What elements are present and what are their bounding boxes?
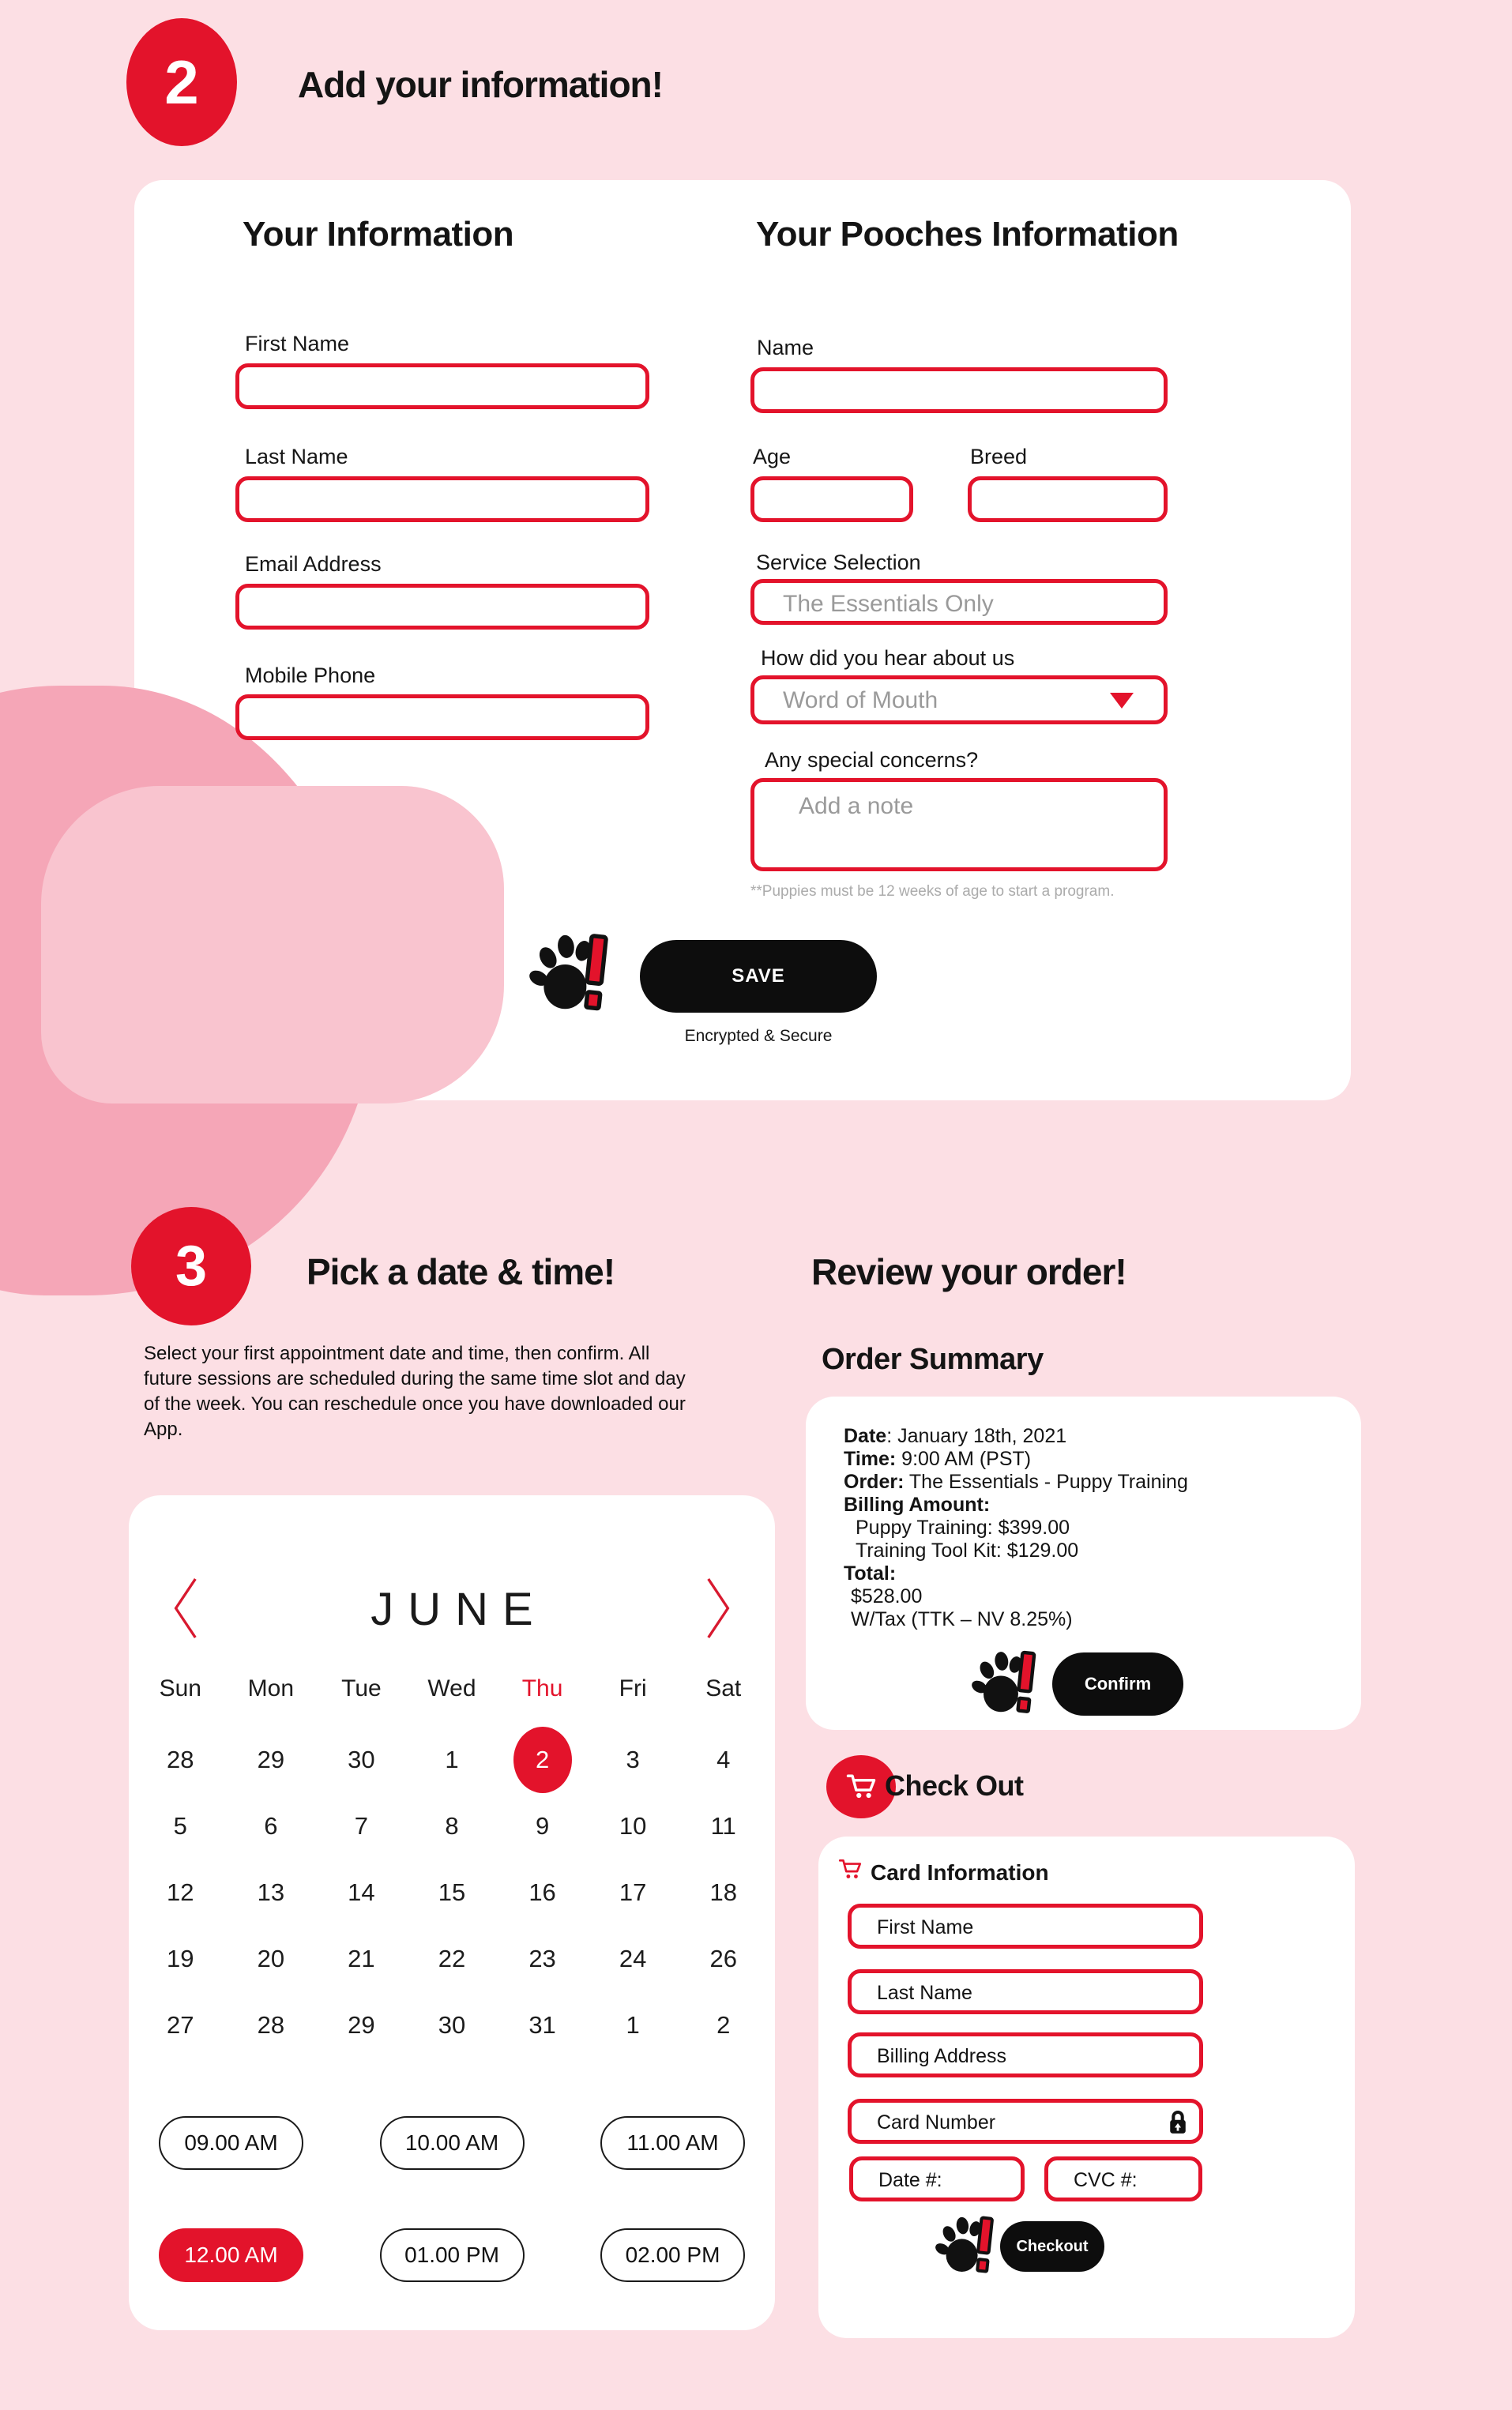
calendar-month-title: JUNE <box>370 1584 547 1635</box>
date-cell[interactable]: 30 <box>348 1746 375 1773</box>
date-cell[interactable]: 23 <box>528 1945 556 1972</box>
lock-icon <box>1168 2109 1188 2136</box>
date-cell[interactable]: 13 <box>257 1878 285 1906</box>
card-first-name-input[interactable] <box>848 1904 1203 1949</box>
special-concerns-label: Any special concerns? <box>765 748 979 772</box>
step-2-number: 2 <box>164 47 199 117</box>
first-name-label: First Name <box>245 332 350 355</box>
puppy-age-note: **Puppies must be 12 weeks of age to start a program. <box>750 883 1115 900</box>
summary-line-total-amount: $528.00 <box>851 1585 923 1607</box>
weekday-thu: Thu <box>521 1675 563 1701</box>
confirm-button-label: Confirm <box>1084 1674 1152 1694</box>
date-cell-selected[interactable]: 2 <box>513 1727 572 1793</box>
card-date-label: Date #: <box>878 2169 942 2191</box>
weekday-tue: Tue <box>341 1675 382 1701</box>
date-cell[interactable]: 3 <box>626 1746 640 1773</box>
date-cell[interactable]: 17 <box>619 1878 647 1906</box>
date-cell[interactable]: 9 <box>535 1812 550 1840</box>
card-date-input[interactable] <box>849 2156 1025 2201</box>
pooch-name-label: Name <box>757 336 814 359</box>
summary-line-time: Time: 9:00 AM (PST) <box>844 1448 1032 1470</box>
date-cell[interactable]: 8 <box>445 1812 459 1840</box>
summary-line-billing: Billing Amount: <box>844 1494 991 1516</box>
email-input[interactable] <box>235 584 649 630</box>
weekday-fri: Fri <box>619 1675 647 1701</box>
time-slot[interactable]: 11.00 AM <box>600 2116 745 2170</box>
mobile-phone-input[interactable] <box>235 694 649 740</box>
special-concerns-placeholder: Add a note <box>799 793 914 819</box>
date-cell[interactable]: 20 <box>257 1945 285 1972</box>
date-cell[interactable]: 18 <box>709 1878 737 1906</box>
summary-line-tool-kit: Training Tool Kit: $129.00 <box>856 1540 1079 1562</box>
hear-about-us-value: Word of Mouth <box>783 687 938 713</box>
date-cell[interactable]: 6 <box>264 1812 278 1840</box>
date-cell[interactable]: 19 <box>167 1945 194 1972</box>
encrypted-secure-label: Encrypted & Secure <box>684 1027 833 1045</box>
card-last-name-input[interactable] <box>848 1969 1203 2014</box>
service-selection-input[interactable] <box>750 579 1168 625</box>
summary-line-puppy-training: Puppy Training: $399.00 <box>856 1517 1070 1539</box>
order-summary-lines <box>844 1425 1188 1631</box>
summary-line-total: Total: <box>844 1562 897 1585</box>
date-cell[interactable]: 22 <box>438 1945 466 1972</box>
first-name-input[interactable] <box>235 363 649 409</box>
card-number-input[interactable] <box>848 2099 1203 2144</box>
date-cell[interactable]: 2 <box>717 2011 731 2039</box>
billing-address-label: Billing Address <box>877 2045 1006 2067</box>
chevron-right-icon <box>704 1574 734 1642</box>
card-cvc-label: CVC #: <box>1074 2169 1138 2191</box>
step-3-badge <box>131 1207 251 1325</box>
date-cell[interactable]: 24 <box>619 1945 647 1972</box>
time-slot-row-2 <box>159 2228 745 2282</box>
chevron-left-icon <box>170 1574 200 1642</box>
date-cell[interactable]: 26 <box>709 1945 737 1972</box>
previous-month-button[interactable] <box>170 1574 200 1645</box>
time-slot[interactable]: 01.00 PM <box>380 2228 525 2282</box>
checkout-button-label: Checkout <box>1016 2237 1089 2255</box>
card-information-title: Card Information <box>871 1860 1049 1885</box>
calendar-header <box>170 1574 734 1645</box>
step-2-badge <box>126 18 237 146</box>
summary-line-order: Order: The Essentials - Puppy Training <box>844 1471 1188 1493</box>
card-number-label: Card Number <box>877 2111 996 2134</box>
step-2-title: Add your information! <box>298 64 663 105</box>
pink-blob-light <box>41 786 504 1103</box>
card-last-name-label: Last Name <box>877 1982 972 2004</box>
calendar-date-grid <box>135 1727 769 2058</box>
paw-exclamation-icon <box>528 932 616 1017</box>
time-slot-selected[interactable]: 12.00 AM <box>159 2228 303 2282</box>
date-cell[interactable]: 11 <box>710 1812 736 1840</box>
service-selection-value: The Essentials Only <box>783 591 994 617</box>
confirm-button[interactable] <box>1052 1652 1183 1716</box>
summary-line-tax: W/Tax (TTK – NV 8.25%) <box>851 1608 1073 1630</box>
review-order-title: Review your order! <box>811 1251 1126 1292</box>
time-slot-row-1 <box>159 2116 745 2170</box>
summary-line-date: Date: January 18th, 2021 <box>844 1425 1067 1447</box>
hear-about-us-dropdown[interactable] <box>750 675 1168 724</box>
date-cell[interactable]: 29 <box>257 1746 285 1773</box>
last-name-input[interactable] <box>235 476 649 522</box>
date-cell[interactable]: 29 <box>348 2011 375 2039</box>
step-3-description: Select your first appointment date and time, then confirm. All future sessions are scheduled during the same time slot and day of the week. You can reschedule once you have downloaded our App. <box>144 1343 686 1440</box>
step-3-title: Pick a date & time! <box>307 1251 615 1292</box>
last-name-label: Last Name <box>245 445 348 468</box>
pooch-age-label: Age <box>753 445 792 468</box>
chevron-down-icon <box>1110 693 1134 709</box>
date-cell[interactable]: 27 <box>167 2011 194 2039</box>
save-button-label: SAVE <box>732 965 785 987</box>
checkout-button[interactable] <box>1000 2221 1104 2272</box>
cart-outline-icon <box>837 1855 863 1885</box>
cart-icon <box>844 1769 878 1804</box>
weekday-sun: Sun <box>159 1675 201 1701</box>
next-month-button[interactable] <box>704 1574 734 1645</box>
order-summary-title: Order Summary <box>822 1343 1044 1376</box>
pooch-age-input[interactable] <box>750 476 913 522</box>
calendar-card <box>129 1495 775 2330</box>
date-cell[interactable]: 4 <box>717 1746 731 1773</box>
paw-exclamation-icon <box>935 2215 999 2278</box>
date-cell[interactable]: 14 <box>348 1878 375 1906</box>
pooch-name-input[interactable] <box>750 367 1168 413</box>
pooch-information-title: Your Pooches Information <box>756 215 1179 254</box>
date-cell[interactable]: 21 <box>348 1945 375 1972</box>
service-selection-label: Service Selection <box>756 551 921 574</box>
paw-exclamation-icon <box>968 1649 1045 1719</box>
date-cell[interactable]: 15 <box>438 1878 466 1906</box>
pooch-breed-label: Breed <box>970 445 1028 468</box>
date-cell[interactable]: 31 <box>528 2011 556 2039</box>
pooch-breed-input[interactable] <box>968 476 1168 522</box>
date-cell[interactable]: 10 <box>619 1812 647 1840</box>
hear-about-us-label: How did you hear about us <box>761 646 1015 670</box>
email-label: Email Address <box>245 552 382 576</box>
date-cell[interactable]: 5 <box>173 1812 187 1840</box>
billing-address-input[interactable] <box>848 2032 1203 2077</box>
card-cvc-input[interactable] <box>1044 2156 1202 2201</box>
weekday-row <box>135 1675 769 1702</box>
mobile-phone-label: Mobile Phone <box>245 664 376 687</box>
weekday-sat: Sat <box>705 1675 742 1701</box>
step-3-number: 3 <box>175 1235 208 1298</box>
date-cell[interactable]: 28 <box>167 1746 194 1773</box>
time-slot[interactable]: 02.00 PM <box>600 2228 745 2282</box>
card-first-name-label: First Name <box>877 1916 974 1938</box>
date-cell[interactable]: 28 <box>257 2011 285 2039</box>
date-cell[interactable]: 30 <box>438 2011 466 2039</box>
time-slot[interactable]: 10.00 AM <box>380 2116 525 2170</box>
save-button[interactable] <box>640 940 877 1013</box>
special-concerns-textarea[interactable] <box>750 778 1168 871</box>
date-cell[interactable]: 16 <box>528 1878 556 1906</box>
date-cell[interactable]: 1 <box>445 1746 459 1773</box>
date-cell[interactable]: 7 <box>354 1812 369 1840</box>
date-cell[interactable]: 1 <box>626 2011 640 2039</box>
your-information-title: Your Information <box>243 215 514 254</box>
date-cell[interactable]: 12 <box>167 1878 194 1906</box>
checkout-title: Check Out <box>885 1769 1024 1802</box>
time-slot[interactable]: 09.00 AM <box>159 2116 303 2170</box>
weekday-mon: Mon <box>247 1675 295 1701</box>
weekday-wed: Wed <box>427 1675 476 1701</box>
